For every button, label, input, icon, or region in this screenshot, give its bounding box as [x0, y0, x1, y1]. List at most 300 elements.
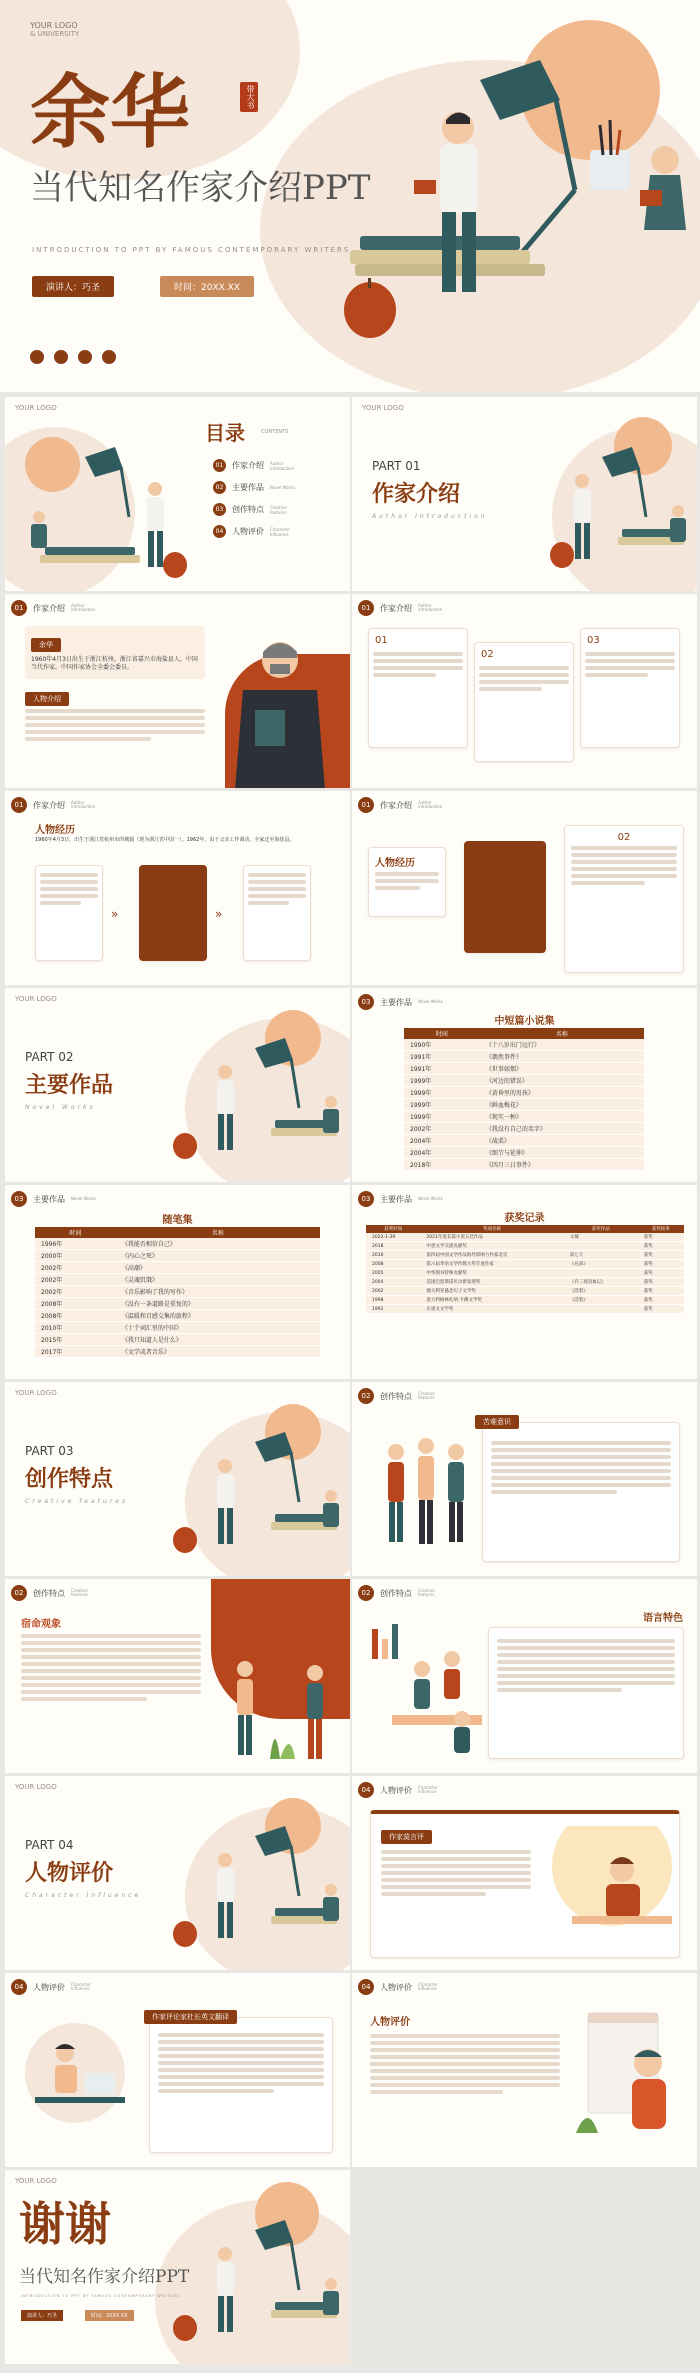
cover-title: 当代知名作家介绍PPT	[30, 168, 371, 208]
part-number: PART 03	[25, 1444, 74, 1458]
table-row	[35, 1274, 320, 1286]
table-row	[404, 1051, 644, 1063]
table-header-row	[404, 1028, 644, 1039]
eval-title: 人物评价	[370, 2017, 410, 2028]
toc-slide[interactable]	[5, 397, 350, 591]
cell: 获奖	[638, 1278, 684, 1287]
logo: YOUR LOGO	[15, 1389, 57, 1397]
eval3-text	[370, 2031, 560, 2097]
cell: 《活着》	[564, 1287, 638, 1296]
section-number: 04	[358, 1979, 374, 1995]
part-subtitle: Character Influence	[25, 1892, 142, 1899]
cell: 2000年	[35, 1250, 116, 1262]
table-title: 随笔集	[162, 1215, 193, 1226]
part3-slide[interactable]	[5, 1382, 350, 1576]
part-subtitle: Creative features	[25, 1498, 129, 1505]
cell	[564, 1305, 638, 1314]
section-sub: Author introduction	[418, 602, 443, 612]
thanks-subtitle: 当代知名作家介绍PPT	[19, 2267, 190, 2287]
cell: 《我能否相信自己》	[116, 1238, 320, 1250]
intro-cards-slide[interactable]	[352, 594, 697, 788]
table-row	[35, 1238, 320, 1250]
thanks-title: 谢谢	[19, 2197, 111, 2251]
cell: 2002年	[404, 1123, 480, 1135]
arrow-icon: »	[111, 907, 119, 921]
small-illustration	[155, 1816, 345, 1966]
toc-num: 02	[213, 481, 226, 494]
section-header	[358, 1782, 448, 1798]
toc-list	[213, 459, 300, 538]
section-number: 01	[358, 600, 374, 616]
thanks-en: INTRODUCTION TO PPT BY FAMOUS CONTEMPORARY WRITERS	[21, 2294, 181, 2298]
intro-slide[interactable]	[5, 594, 350, 788]
cell: 获奖	[638, 1287, 684, 1296]
table-row	[404, 1135, 644, 1147]
table-row	[35, 1286, 320, 1298]
card-number: 02	[481, 649, 494, 660]
cell: 1998	[366, 1296, 420, 1305]
feature2-text	[21, 1631, 201, 1704]
table-row	[35, 1334, 320, 1346]
section-sub: Novel Works	[71, 1195, 96, 1201]
team-illustration	[362, 1619, 492, 1759]
cell: 获奖	[638, 1260, 684, 1269]
cell: 《音乐影响了我的写作》	[116, 1286, 320, 1298]
email-icon[interactable]	[78, 350, 92, 364]
exp-text: 1960年4月3日，出生于浙江省杭州市的城镇（现为浙江省中国一）。1962年，由于父亲工作调动，全家迁至海盐县。	[35, 837, 295, 843]
camera-icon[interactable]	[54, 350, 68, 364]
col-header: 时间	[404, 1028, 480, 1039]
cell: 2022-1-29	[366, 1233, 420, 1242]
cell: 《十八岁出门远行》	[480, 1039, 644, 1051]
section-header	[358, 1191, 448, 1207]
time-badge: 时间：20XX.XX	[85, 2310, 134, 2321]
table-row	[35, 1298, 320, 1310]
cell: 2018年	[404, 1159, 480, 1171]
table-row	[366, 1233, 684, 1242]
section-sub: Novel Works	[418, 1195, 443, 1201]
exp2-title: 人物经历	[375, 858, 415, 869]
cell: 2010年	[35, 1322, 116, 1334]
big-title: 余华	[30, 65, 190, 159]
card-number: 01	[375, 635, 388, 646]
cell: 获奖	[638, 1251, 684, 1260]
table-row	[404, 1111, 644, 1123]
section-label: 创作特点	[380, 1391, 412, 1401]
small-illustration	[155, 1422, 345, 1572]
small-illustration	[155, 2210, 345, 2360]
cell: 《内心之死》	[116, 1250, 320, 1262]
section-sub: Creative features	[71, 1587, 88, 1597]
novels-slide[interactable]	[352, 988, 697, 1182]
table-row	[366, 1278, 684, 1287]
eval-tag: 作家评论家杜长英文翻译	[144, 2010, 237, 2024]
cell: 《兄弟》	[564, 1260, 638, 1269]
cell: 2004	[366, 1278, 420, 1287]
cell: 2004年	[404, 1147, 480, 1159]
section-label: 人物评价	[380, 1785, 412, 1795]
small-illustration	[25, 447, 195, 587]
presenter-badge: 演讲人：巧圣	[21, 2310, 63, 2321]
intro-box	[25, 626, 205, 679]
intro-text: 1960年4月3日出生于浙江杭州，浙江省嘉兴市海盐县人，中国当代作家。中国作家协会全委会委员。	[31, 656, 198, 672]
toc-label: 创作特点	[232, 505, 264, 514]
table-row	[366, 1242, 684, 1251]
table-row	[366, 1287, 684, 1296]
cell: 第七天	[564, 1251, 638, 1260]
table-row	[404, 1087, 644, 1099]
section-sub: Creative features	[418, 1587, 435, 1597]
cell: 2002年	[35, 1262, 116, 1274]
cell: 意大利格林扎纳·卡佛文学奖	[420, 1296, 563, 1305]
timeline-card[interactable]	[368, 628, 468, 748]
card-number: 02	[617, 832, 631, 843]
cell: 《鲜血梅花》	[480, 1099, 644, 1111]
toc-en: Novel Works	[270, 485, 295, 490]
social-icons	[30, 350, 116, 364]
logo: YOUR LOGO	[15, 2177, 57, 2185]
part-number: PART 04	[25, 1838, 74, 1852]
section-number: 01	[358, 797, 374, 813]
section-header	[11, 1191, 101, 1207]
table-title: 中短篇小说集	[494, 1016, 555, 1027]
toc-item[interactable]	[213, 459, 300, 472]
cell: 2021年度长篇小说五佳作品	[420, 1233, 563, 1242]
table-header-row	[366, 1225, 684, 1233]
exp-card[interactable]	[35, 865, 103, 961]
cell: 2008	[366, 1260, 420, 1269]
section-label: 作家介绍	[380, 603, 412, 613]
toc-item[interactable]	[213, 503, 300, 516]
cell: 1996年	[35, 1238, 116, 1250]
col-header: 获奖时间	[366, 1225, 420, 1233]
cell: 《我只知道人是什么》	[116, 1334, 320, 1346]
col-header: 名称	[116, 1227, 320, 1238]
section-header	[11, 1979, 101, 1995]
cover-subtitle: INTRODUCTION TO PPT BY FAMOUS CONTEMPORARY WRITERS	[32, 246, 351, 254]
table-row	[404, 1063, 644, 1075]
section-sub: Character Influence	[418, 1784, 438, 1794]
toc-en: Creative features	[270, 504, 287, 515]
cell: 第六届华语文学传媒大奖年度作家	[420, 1260, 563, 1269]
essays-table	[35, 1227, 320, 1358]
table-row	[366, 1251, 684, 1260]
toc-num: 04	[213, 525, 226, 538]
part-title: 作家介绍	[372, 482, 461, 507]
table-row	[366, 1296, 684, 1305]
arrow-icon: »	[215, 907, 223, 921]
section-label: 创作特点	[380, 1588, 412, 1598]
section-sub: Character Influence	[418, 1981, 438, 1991]
reader-illustration	[552, 1826, 682, 1946]
toc-title: 目录	[205, 421, 245, 445]
section-sub: Author introduction	[71, 602, 96, 612]
cell: 2015年	[35, 1334, 116, 1346]
part-title: 主要作品	[25, 1073, 114, 1098]
table-row	[35, 1262, 320, 1274]
eval1-slide[interactable]	[352, 1776, 697, 1970]
cell: 1992	[366, 1305, 420, 1314]
part-subtitle: Author Introduction	[372, 513, 488, 520]
cell	[564, 1242, 638, 1251]
section-label: 主要作品	[380, 997, 412, 1007]
toc-title-en: CONTENTS	[261, 429, 289, 435]
table-row	[404, 1075, 644, 1087]
cell: 2017年	[35, 1346, 116, 1358]
cell: 《现实一种》	[480, 1111, 644, 1123]
section-sub: Character Influence	[71, 1981, 91, 1991]
desk-illustration	[15, 2013, 145, 2153]
cell: 2002年	[35, 1274, 116, 1286]
exp2-card[interactable]	[368, 847, 446, 917]
part-title: 创作特点	[25, 1467, 114, 1492]
section-number: 01	[11, 600, 27, 616]
part1-slide[interactable]	[352, 397, 697, 591]
section-number: 02	[11, 1585, 27, 1601]
small-illustration	[155, 1028, 345, 1178]
presenter-illustration	[568, 2003, 688, 2153]
section-header	[11, 1585, 101, 1601]
cell: 获奖	[638, 1305, 684, 1314]
section-label: 人物评价	[33, 1982, 65, 1992]
table-row	[35, 1250, 320, 1262]
section-label: 作家介绍	[33, 800, 65, 810]
table-row	[404, 1039, 644, 1051]
exp-card[interactable]	[243, 865, 311, 961]
cell: 《我没有自己的名字》	[480, 1123, 644, 1135]
eval-tag: 作家莫言评	[381, 1830, 432, 1844]
section-number: 01	[11, 797, 27, 813]
cell: 2008年	[35, 1310, 116, 1322]
toc-en: Character Influence	[270, 526, 290, 537]
cell: 《活着》	[564, 1296, 638, 1305]
cell: 《四月三日事件》	[480, 1159, 644, 1171]
toc-label: 作家介绍	[232, 461, 264, 470]
awards-slide[interactable]	[352, 1185, 697, 1379]
col-header: 时间	[35, 1227, 116, 1238]
cell: 2008年	[35, 1298, 116, 1310]
section-header	[358, 994, 448, 1010]
cell: 1991年	[404, 1063, 480, 1075]
feature3-slide[interactable]	[352, 1579, 697, 1773]
time-badge: 时间：20XX.XX	[160, 276, 254, 297]
cell: 《河边的错误》	[480, 1075, 644, 1087]
cell: 2005	[366, 1269, 420, 1278]
section-sub: Creative features	[418, 1390, 435, 1400]
cell: 《没有一条道路是重复的》	[116, 1298, 320, 1310]
cell: 文城	[564, 1233, 638, 1242]
toc-num: 01	[213, 459, 226, 472]
thanks-slide[interactable]	[5, 2170, 350, 2364]
cell: 中意文学交流贡献奖	[420, 1242, 563, 1251]
cell: 2002年	[35, 1286, 116, 1298]
logo: YOUR LOGO	[15, 1783, 57, 1791]
cell: 获奖	[638, 1296, 684, 1305]
bio-box	[25, 686, 205, 744]
stamp: 带大书	[240, 82, 258, 112]
eval2-slide[interactable]	[5, 1973, 350, 2167]
section-header	[358, 600, 448, 616]
feature-tag: 苦难意识	[475, 1415, 519, 1429]
section-label: 作家介绍	[380, 800, 412, 810]
section-number: 02	[358, 1585, 374, 1601]
section-sub: Author introduction	[418, 799, 443, 809]
logo: YOUR LOGO	[15, 404, 57, 412]
cell: 《世事如烟》	[480, 1063, 644, 1075]
cover-slide[interactable]	[0, 0, 700, 392]
section-label: 创作特点	[33, 1588, 65, 1598]
section-sub: Author introduction	[71, 799, 96, 809]
table-row	[404, 1147, 644, 1159]
cell: 1991年	[404, 1051, 480, 1063]
cell: 《细节与延伸》	[480, 1147, 644, 1159]
section-label: 主要作品	[380, 1194, 412, 1204]
cell: 《文学或者音乐》	[116, 1346, 320, 1358]
col-header: 获奖结果	[638, 1225, 684, 1233]
section-number: 02	[358, 1388, 374, 1404]
section-number: 04	[358, 1782, 374, 1798]
feature1-slide[interactable]	[352, 1382, 697, 1576]
table-row	[35, 1346, 320, 1358]
cell: 《温暖和百感交集的旅程》	[116, 1310, 320, 1322]
feature-title: 宿命观象	[21, 1619, 61, 1630]
cell: 澳大利亚悬念句子文学奖	[420, 1287, 563, 1296]
table-row	[404, 1099, 644, 1111]
section-header	[11, 797, 101, 813]
cell: 获奖	[638, 1269, 684, 1278]
section-label: 作家介绍	[33, 603, 65, 613]
logo: YOUR LOGO & UNIVERSITY	[30, 21, 80, 38]
cell: 美国巴恩斯诺贝尔新发现奖	[420, 1278, 563, 1287]
exp-title: 人物经历	[35, 825, 75, 836]
cell: 《十个词汇里的中国》	[116, 1322, 320, 1334]
table-header-row	[35, 1227, 320, 1238]
section-header	[358, 1585, 448, 1601]
table-row	[404, 1123, 644, 1135]
table-row	[404, 1159, 644, 1171]
timeline-card[interactable]	[580, 628, 680, 748]
cell: 中华图书特殊贡献奖	[420, 1269, 563, 1278]
logo: YOUR LOGO	[15, 995, 57, 1003]
part-number: PART 02	[25, 1050, 74, 1064]
section-sub: Novel Works	[418, 998, 443, 1004]
part-number: PART 01	[372, 459, 421, 473]
cell: 《战栗》	[480, 1135, 644, 1147]
essays-slide[interactable]	[5, 1185, 350, 1379]
cell: 《灵魂饥饿》	[116, 1274, 320, 1286]
section-header	[358, 1388, 448, 1404]
section-header	[11, 600, 101, 616]
apple	[344, 282, 396, 338]
cell: 获奖	[638, 1233, 684, 1242]
lamp-shade	[480, 60, 560, 120]
cell: 2018	[366, 1242, 420, 1251]
eval3-slide[interactable]	[352, 1973, 697, 2167]
col-header: 获奖作品	[564, 1225, 638, 1233]
table-row	[366, 1305, 684, 1314]
table-row	[366, 1260, 684, 1269]
eval-card	[149, 2013, 333, 2153]
feature-title: 语言特色	[643, 1613, 683, 1624]
table-row	[366, 1269, 684, 1278]
portrait-man	[225, 630, 335, 788]
cell: 1999年	[404, 1075, 480, 1087]
section-label: 人物评价	[380, 1982, 412, 1992]
cell: 2004年	[404, 1135, 480, 1147]
section-number: 03	[358, 1191, 374, 1207]
exp2-card[interactable]	[564, 825, 684, 973]
cell: 《许三观卖血记》	[564, 1278, 638, 1287]
col-header: 奖项名称	[420, 1225, 563, 1233]
bio-tag: 人物介绍	[25, 692, 69, 706]
section-label: 主要作品	[33, 1194, 65, 1204]
cell: 庄重文文学奖	[420, 1305, 563, 1314]
feature-card	[488, 1627, 684, 1759]
novels-table	[404, 1028, 644, 1171]
cell: 1999年	[404, 1087, 480, 1099]
section-header	[358, 797, 448, 813]
logo: YOUR LOGO	[362, 404, 404, 412]
cell: 1990年	[404, 1039, 480, 1051]
table-row	[35, 1322, 320, 1334]
calendar-icon[interactable]	[30, 350, 44, 364]
table-title: 获奖记录	[504, 1213, 545, 1224]
small-illustration	[502, 437, 692, 587]
toc-num: 03	[213, 503, 226, 516]
toc-en: Author introduction	[270, 460, 295, 471]
experience-slide[interactable]	[5, 791, 350, 985]
exp2-card-highlight[interactable]	[464, 841, 546, 953]
col-header: 名称	[480, 1028, 644, 1039]
feature-card	[482, 1418, 680, 1562]
gardening-illustration	[215, 1649, 345, 1769]
part2-slide[interactable]	[5, 988, 350, 1182]
cell: 《黄昏里的男孩》	[480, 1087, 644, 1099]
toc-label: 主要作品	[232, 483, 264, 492]
name-tag: 余华	[31, 638, 61, 652]
feature2-slide[interactable]	[5, 1579, 350, 1773]
section-number: 04	[11, 1979, 27, 1995]
card-number: 03	[587, 635, 600, 646]
toc-label: 人物评价	[232, 527, 264, 536]
part4-slide[interactable]	[5, 1776, 350, 1970]
cell	[564, 1269, 638, 1278]
timeline-card[interactable]	[474, 642, 574, 762]
reading-illustration	[320, 40, 700, 370]
section-number: 03	[358, 994, 374, 1010]
part-title: 人物评价	[25, 1861, 114, 1886]
cell: 《偶然事件》	[480, 1051, 644, 1063]
presenter-badge: 演讲人：巧圣	[32, 276, 114, 297]
section-header	[358, 1979, 448, 1995]
table-row	[35, 1310, 320, 1322]
experience2-slide[interactable]	[352, 791, 697, 985]
part-subtitle: Novel Works	[25, 1104, 96, 1111]
cell: 第四届中国文学作品海外影响力作家北京	[420, 1251, 563, 1260]
exp-card-highlight[interactable]	[139, 865, 207, 961]
cell: 《高潮》	[116, 1262, 320, 1274]
cell: 1999年	[404, 1099, 480, 1111]
cell: 2016	[366, 1251, 420, 1260]
section-number: 03	[11, 1191, 27, 1207]
cell: 2002	[366, 1287, 420, 1296]
awards-table	[366, 1225, 684, 1314]
toc-item[interactable]	[213, 481, 300, 494]
group-illustration	[366, 1422, 476, 1552]
cell: 1999年	[404, 1111, 480, 1123]
location-icon[interactable]	[102, 350, 116, 364]
toc-item[interactable]	[213, 525, 300, 538]
